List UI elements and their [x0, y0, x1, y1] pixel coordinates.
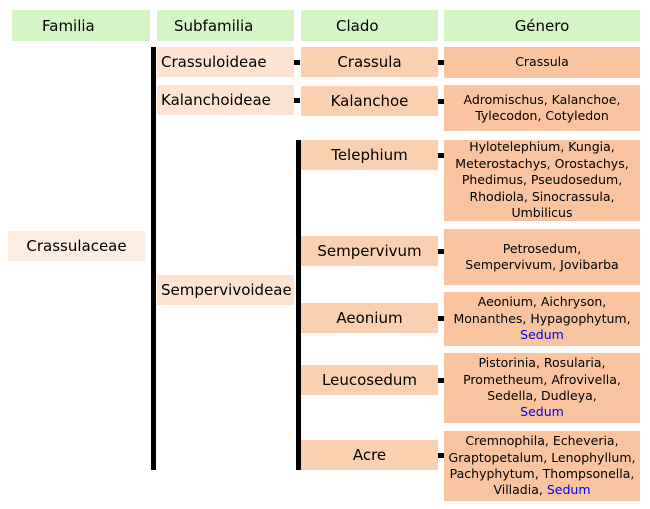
clado-label: Acre [352, 446, 387, 464]
genero-crassula [444, 47, 640, 78]
header-subfamilia [157, 10, 294, 41]
genero-line: Tylecodon, Cotyledon [475, 108, 609, 123]
connector-dash [294, 60, 300, 65]
genero-kalanchoe [444, 85, 640, 131]
subfamilia-connector-line [151, 47, 156, 470]
subfamilia-crassuloideae [157, 47, 294, 77]
clado-acre [301, 440, 438, 470]
subfamilia-sempervivoideae [157, 275, 294, 305]
clado-label: Telephium [331, 146, 408, 164]
clado-aeonium [301, 303, 438, 333]
clado-crassula [301, 47, 438, 77]
header-clado [301, 10, 438, 41]
clado-label: Aeonium [336, 309, 403, 327]
genero-line: Pistorinia, Rosularia, [478, 355, 606, 371]
genero-aeonium [444, 292, 640, 346]
connector-dash [294, 98, 300, 103]
header-genero [444, 10, 640, 41]
genero-line: Umbilicus [511, 205, 573, 221]
genero-line: Phedimus, Pseudosedum, [461, 172, 623, 188]
genero-line: Prometheum, Afrovivella, [463, 371, 621, 387]
genero-sempervivum [444, 229, 640, 285]
header-familia-label: Familia [42, 16, 95, 35]
genero-line: Petrosedum, [502, 240, 582, 256]
clado-leucosedum [301, 365, 438, 395]
clado-label: Sempervivum [317, 242, 422, 260]
familia-node [8, 231, 145, 261]
clado-label: Crassula [337, 53, 402, 71]
sedum-link[interactable]: Sedum [520, 404, 564, 420]
genero-line: Meterostachys, Orostachys, [455, 155, 629, 171]
sedum-link[interactable]: Sedum [546, 482, 591, 498]
clado-telephium [301, 140, 438, 170]
genero-line: Crassula [515, 54, 569, 70]
subfamilia-kalanchoideae [157, 85, 294, 115]
clado-label: Leucosedum [322, 371, 417, 389]
clado-label: Kalanchoe [330, 92, 409, 110]
header-familia [12, 10, 150, 41]
subfamilia-label: Sempervivoideae [161, 281, 292, 299]
genero-line: Rhodiola, Sinocrassula, [469, 188, 615, 204]
clado-kalanchoe [301, 86, 438, 116]
genero-line: Villadia, [493, 482, 543, 498]
genero-acre [444, 431, 640, 501]
subfamilia-label: Kalanchoideae [161, 91, 271, 109]
header-clado-label: Clado [336, 16, 379, 35]
genero-line: Pachyphytum, Thompsonella, [449, 466, 635, 481]
genero-line: Sempervivum, Jovibarba [465, 257, 619, 272]
genero-leucosedum [444, 353, 640, 423]
genero-line: Adromischus, Kalanchoe, [463, 91, 621, 107]
genero-line: Cremnophila, Echeveria, [465, 433, 619, 449]
header-subfamilia-label: Subfamilia [174, 16, 254, 35]
genero-line: Graptopetalum, Lenophyllum, [448, 449, 636, 465]
genero-line: Monanthes, Hypagophytum, [453, 310, 631, 326]
genero-line: Hylotelephium, Kungia, [469, 139, 615, 155]
familia-label: Crassulaceae [26, 237, 127, 255]
header-genero-label: Género [514, 16, 570, 35]
genero-line: Aeonium, Aichryson, [477, 294, 607, 310]
sedum-link[interactable]: Sedum [520, 327, 564, 343]
genero-line: Sedella, Dudleya, [487, 388, 597, 403]
genero-telephium [444, 140, 640, 221]
subfamilia-label: Crassuloideae [161, 53, 267, 71]
clado-sempervivum [301, 236, 438, 266]
